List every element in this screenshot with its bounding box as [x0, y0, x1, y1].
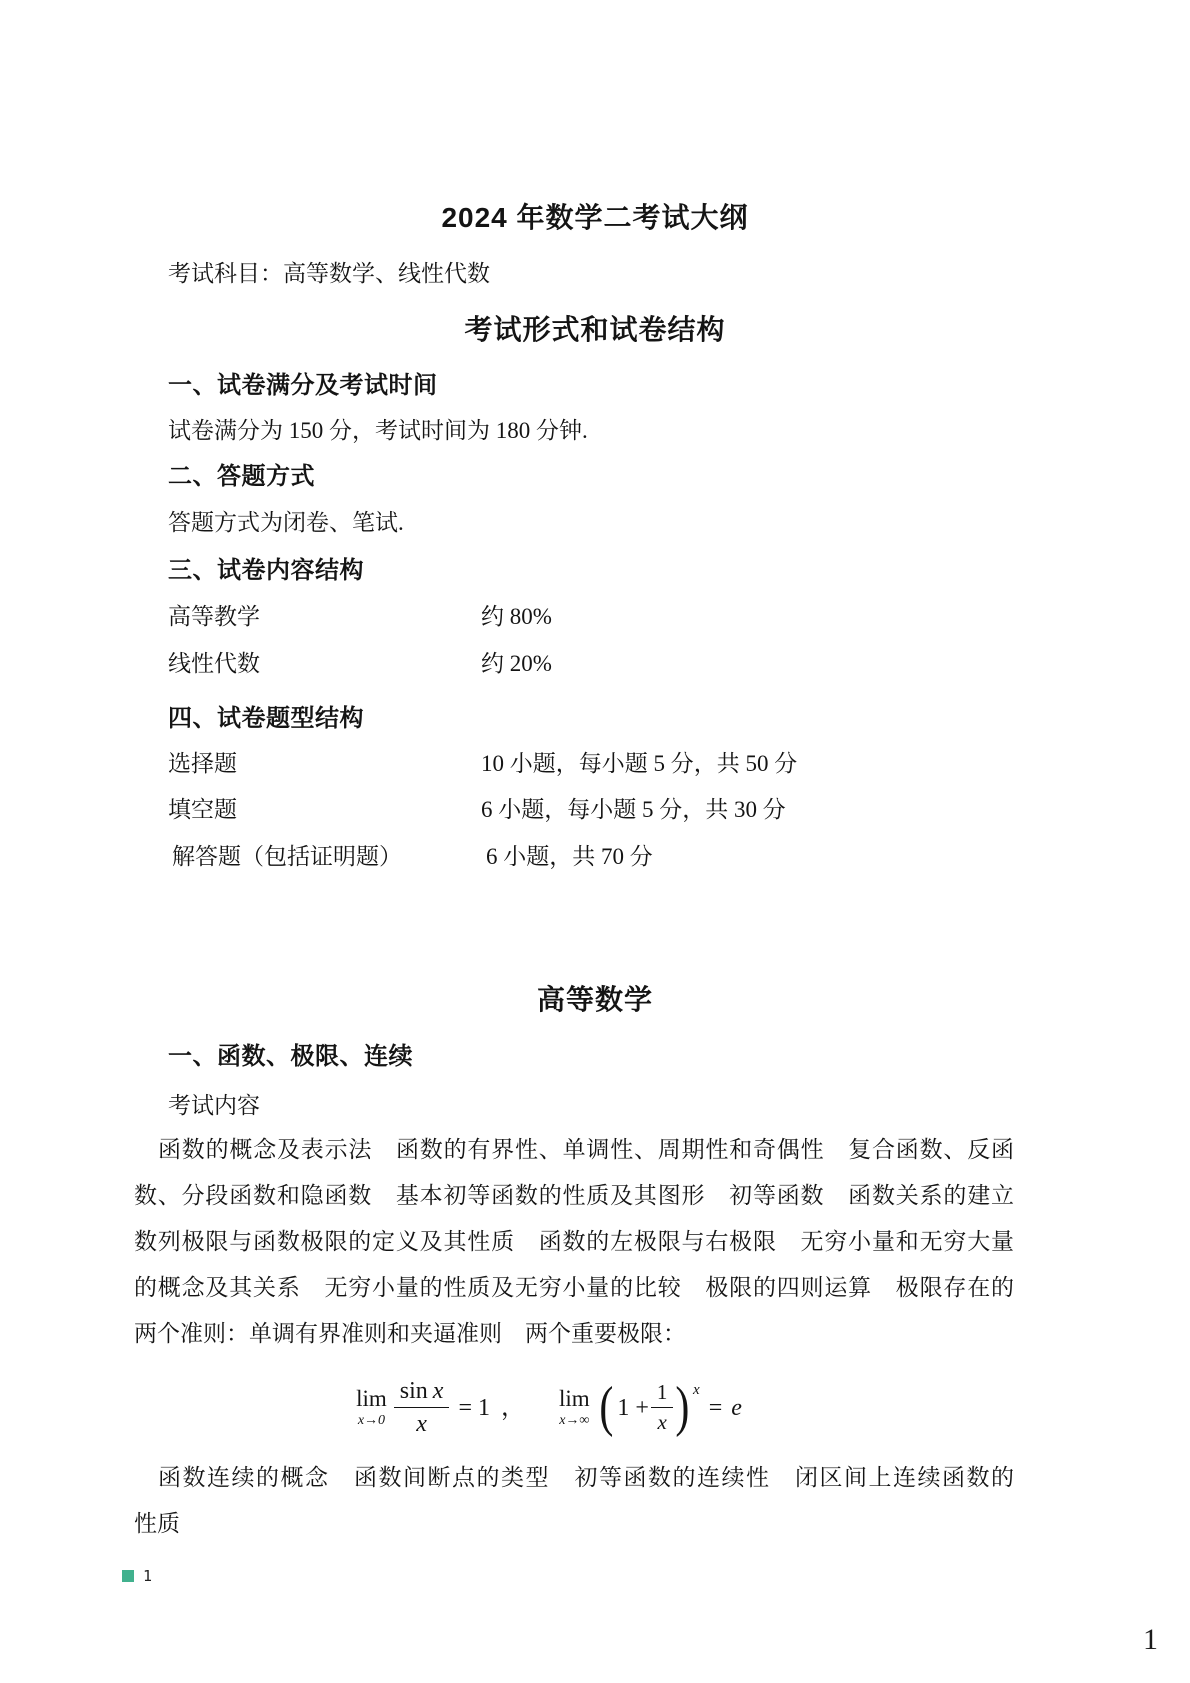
footer-marker — [122, 1566, 152, 1586]
content-row-label: 高等教学 — [168, 604, 260, 629]
question-row-label: 选择题 — [168, 751, 237, 776]
euler-e: e — [731, 1394, 742, 1421]
sin-function: sin — [399, 1378, 428, 1404]
section4-heading: 四、试卷题型结构 — [168, 705, 364, 732]
content-row-value: 约 20% — [481, 651, 552, 676]
fraction-denominator: x — [416, 1411, 427, 1438]
question-row-choice — [134, 748, 1014, 779]
document-title: 2024 年数学二考试大纲 — [441, 202, 749, 233]
lim-word: lim — [558, 1386, 590, 1412]
equals-sign: = — [708, 1394, 723, 1421]
question-row-label: 填空题 — [168, 797, 237, 822]
lim-subscript: x→0 — [357, 1413, 386, 1429]
subject-line: 考试科目：高等数学、线性代数 — [168, 261, 490, 286]
fraction-numerator: 1 — [651, 1381, 674, 1408]
exam-content-paragraph — [134, 1127, 1014, 1357]
limit-operator — [356, 1387, 387, 1428]
right-parenthesis: ) — [675, 1376, 690, 1439]
variable-x: x — [432, 1378, 444, 1404]
content-row-advanced-math — [134, 601, 1014, 632]
section2-body: 答题方式为闭卷、笔试. — [168, 510, 404, 535]
part2-heading: 高等数学 — [536, 984, 653, 1015]
fraction-sinx-over-x — [394, 1378, 450, 1438]
question-row-label: 解答题（包括证明题） — [172, 844, 402, 869]
exam-content-label: 考试内容 — [168, 1093, 260, 1118]
question-row-blank — [134, 794, 1014, 825]
fraction-one-over-x — [651, 1381, 674, 1434]
section3-heading: 三、试卷内容结构 — [168, 557, 364, 584]
limit-operator — [559, 1387, 590, 1428]
equals-one: = 1 — [458, 1394, 490, 1421]
paragraph-line: 性质 — [134, 1511, 180, 1536]
paragraph-line: 数列极限与函数极限的定义及其性质 函数的左极限与右极限 无穷小量和无穷大量 — [134, 1229, 1014, 1254]
left-parenthesis: ( — [598, 1376, 613, 1439]
continuity-paragraph — [134, 1455, 1014, 1547]
footer-marker-label: 1 — [143, 1567, 153, 1585]
section1-body: 试卷满分为 150 分，考试时间为 180 分钟. — [168, 418, 588, 443]
one-plus: 1 + — [617, 1394, 649, 1421]
paragraph-line: 函数连续的概念 函数间断点的类型 初等函数的连续性 闭区间上连续函数的 — [158, 1465, 1014, 1490]
question-row-value: 6 小题，每小题 5 分，共 30 分 — [481, 797, 786, 822]
paragraph-line: 函数的概念及表示法 函数的有界性、单调性、周期性和奇偶性 复合函数、反函 — [158, 1137, 1014, 1162]
section2-heading: 二、答题方式 — [168, 463, 315, 490]
lim-subscript: x→∞ — [559, 1413, 590, 1429]
paragraph-line: 的概念及其关系 无穷小量的性质及无穷小量的比较 极限的四则运算 极限存在的 — [134, 1275, 1014, 1300]
formula-separator: ， — [500, 1394, 525, 1421]
content-row-linear-algebra — [134, 648, 1014, 679]
content-row-label: 线性代数 — [168, 651, 260, 676]
page-number: 1 — [1143, 1623, 1158, 1656]
topic1-heading: 一、函数、极限、连续 — [168, 1043, 413, 1070]
section1-heading: 一、试卷满分及考试时间 — [168, 372, 438, 399]
part1-heading: 考试形式和试卷结构 — [464, 314, 726, 345]
exponent-x: x — [693, 1381, 700, 1398]
fraction-numerator — [394, 1378, 450, 1408]
fraction-denominator: x — [657, 1410, 667, 1435]
important-limits-formula — [109, 1378, 989, 1438]
question-row-value: 10 小题，每小题 5 分，共 50 分 — [481, 751, 798, 776]
question-row-value: 6 小题，共 70 分 — [486, 844, 653, 869]
content-row-value: 约 80% — [481, 604, 552, 629]
lim-word: lim — [356, 1386, 387, 1412]
question-row-solution — [134, 841, 1014, 872]
paragraph-line: 数、分段函数和隐函数 基本初等函数的性质及其图形 初等函数 函数关系的建立 — [134, 1183, 1014, 1208]
paragraph-line: 两个准则：单调有界准则和夹逼准则 两个重要极限： — [134, 1321, 686, 1346]
footer-marker-square — [122, 1570, 134, 1582]
